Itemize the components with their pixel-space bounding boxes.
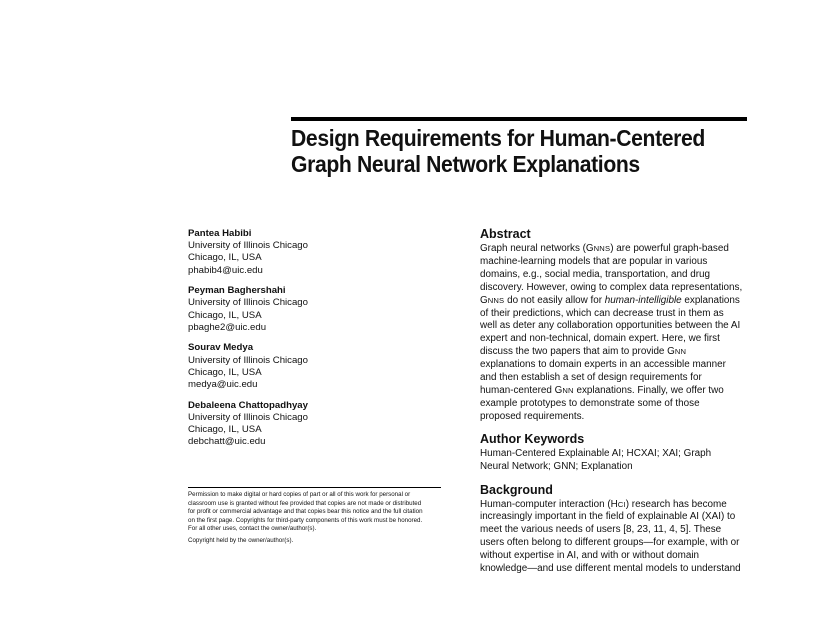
abstract-line xyxy=(480,385,742,398)
author-list xyxy=(188,228,418,457)
keywords-body xyxy=(480,448,742,474)
text-run: discuss the two papers that aim to provide G xyxy=(480,346,675,358)
abstract-section xyxy=(480,227,742,424)
author-name: Pantea Habibi xyxy=(188,228,252,239)
author-name: Debaleena Chattopadhyay xyxy=(188,399,308,411)
author-name: Peyman Baghershahi xyxy=(188,285,286,297)
abstract-line xyxy=(480,243,742,256)
small-caps-run: NNS xyxy=(593,244,611,253)
keywords-section xyxy=(480,432,742,474)
text-run: explanations xyxy=(681,294,740,306)
background-line: users often belong to different groups—for example, with or xyxy=(480,537,740,549)
abstract-line: well as deter any collaboration opportunities between the AI xyxy=(480,320,741,332)
text-run: G xyxy=(480,294,488,306)
permission-line: For all other uses, contact the owner/author(s). xyxy=(188,525,317,533)
small-caps-run: NNS xyxy=(487,295,505,305)
abstract-line: expert and non-technical, domain expert. Here, we first xyxy=(480,333,720,345)
small-caps-run: NN xyxy=(562,385,574,395)
author-affiliation: University of Illinois Chicago xyxy=(188,240,308,252)
author-location: Chicago, IL, USA xyxy=(188,366,262,378)
small-caps-run: NN xyxy=(674,347,687,357)
text-run: explanations. Finally, we offer two xyxy=(573,384,724,396)
keywords-line: Human-Centered Explainable AI; HCXAI; XAI; Graph xyxy=(480,447,712,459)
author-block xyxy=(188,228,418,277)
background-section xyxy=(480,483,742,576)
text-run: human-centered G xyxy=(480,384,563,396)
title-rule xyxy=(291,117,747,121)
text-run: ) are powerful graph-based xyxy=(610,243,729,254)
title-line-2: Graph Neural Network Explanations xyxy=(291,151,640,177)
author-location: Chicago, IL, USA xyxy=(188,252,262,264)
author-block xyxy=(188,400,418,449)
paper-title xyxy=(291,125,723,177)
author-affiliation: University of Illinois Chicago xyxy=(188,297,308,309)
text-run: Human-computer interaction (H xyxy=(480,498,618,510)
background-line: increasingly important in the field of explainable AI (XAI) to xyxy=(480,511,736,523)
background-line: knowledge—and use different mental models to understand xyxy=(480,563,741,575)
abstract-line xyxy=(480,295,742,308)
main-column xyxy=(480,227,742,576)
background-heading: Background xyxy=(480,482,553,497)
text-run: do not easily allow for xyxy=(504,294,605,306)
author-block xyxy=(188,342,418,391)
title-line-1: Design Requirements for Human-Centered xyxy=(291,125,705,151)
author-block xyxy=(188,285,418,334)
author-email: medya@uic.edu xyxy=(188,379,258,391)
abstract-line: and then establish a set of design requirements for xyxy=(480,372,702,384)
author-location: Chicago, IL, USA xyxy=(188,424,262,436)
abstract-body xyxy=(480,243,742,424)
author-location: Chicago, IL, USA xyxy=(188,309,262,321)
author-email: debchatt@uic.edu xyxy=(188,436,266,448)
keywords-heading: Author Keywords xyxy=(480,431,585,446)
permission-line: for profit or commercial advantage and that copies bear this notice and the full citation xyxy=(188,508,423,516)
abstract-heading: Abstract xyxy=(480,227,531,241)
author-email: pbaghe2@uic.edu xyxy=(188,321,267,333)
abstract-line: of their predictions, which can decrease trust in them as xyxy=(480,307,724,319)
abstract-line: discovery. However, owing to complex data representations, xyxy=(480,281,743,293)
emphasis-run: human-intelligible xyxy=(604,294,682,306)
author-affiliation: University of Illinois Chicago xyxy=(188,354,308,366)
abstract-line: explanations to domain experts in an accessible manner xyxy=(480,359,726,371)
background-line xyxy=(480,499,742,512)
permission-footnote xyxy=(188,491,450,546)
author-email: phabib4@uic.edu xyxy=(188,264,263,276)
background-line: meet the various needs of users [8, 23, 11, 4, 5]. These xyxy=(480,524,722,536)
copyright-notice: Copyright held by the owner/author(s). xyxy=(188,536,294,544)
background-body xyxy=(480,499,742,576)
small-caps-run: CI xyxy=(617,499,626,509)
author-affiliation: University of Illinois Chicago xyxy=(188,411,308,423)
text-run: ) research has become xyxy=(625,498,727,510)
text-run: Graph neural networks (G xyxy=(480,243,594,254)
abstract-line: domains, e.g., social media, transportation, and drug xyxy=(480,268,710,280)
permission-line: classroom use is granted without fee provided that copies are not made or distributed xyxy=(188,499,422,507)
abstract-line xyxy=(480,346,742,359)
keywords-line: Neural Network; GNN; Explanation xyxy=(480,460,633,472)
author-name: Sourav Medya xyxy=(188,342,254,354)
abstract-line: example prototypes to demonstrate some of those xyxy=(480,397,700,409)
footnote-rule xyxy=(188,487,441,488)
permission-line: Permission to make digital or hard copies of part or all of this work for personal or xyxy=(188,491,411,498)
abstract-line: proposed requirements. xyxy=(480,410,585,422)
abstract-line: machine-learning models that are popular in various xyxy=(480,255,708,267)
background-line: without expertise in AI, and with or without domain xyxy=(480,550,700,562)
permission-line: on the first page. Copyrights for third-party components of this work must be honored. xyxy=(188,516,423,524)
